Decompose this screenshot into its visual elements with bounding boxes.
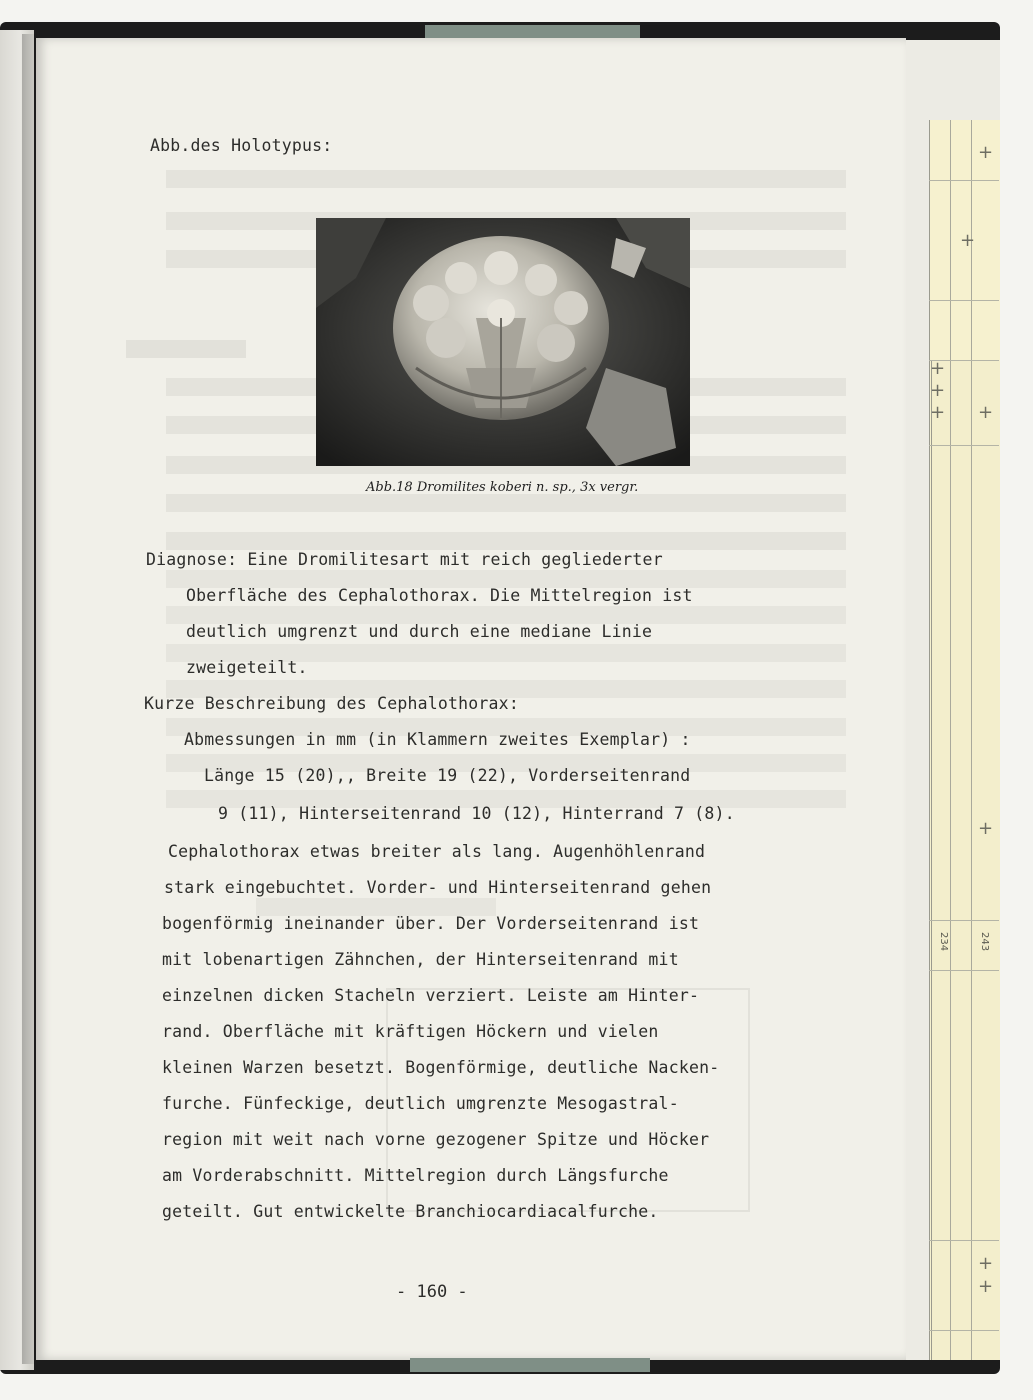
- body-line: bogenförmig ineinander über. Der Vorderseitenrand ist: [162, 914, 700, 933]
- body-line: Länge 15 (20),, Breite 19 (22), Vorderseitenrand: [204, 766, 691, 785]
- body-line: Cephalothorax etwas breiter als lang. Augenhöhlenrand: [168, 842, 706, 861]
- body-line: stark eingebuchtet. Vorder- und Hinterseitenrand gehen: [164, 878, 712, 897]
- card-rule: [929, 970, 999, 971]
- card-rule: [950, 120, 951, 1360]
- body-line: Diagnose: Eine Dromilitesart mit reich gegliederter: [146, 550, 663, 569]
- card-plus-mark: +: [978, 402, 994, 423]
- binding-tape-bottom: [410, 1358, 650, 1372]
- card-plus-mark: +: [978, 818, 994, 839]
- card-rule: [929, 1330, 999, 1331]
- card-rule: [929, 300, 999, 301]
- page-number: - 160 -: [396, 1282, 468, 1302]
- card-label: 234: [938, 932, 949, 952]
- card-rule: [929, 180, 999, 181]
- fossil-crab-image: [316, 218, 690, 466]
- card-plus-mark: +: [960, 230, 976, 251]
- gutter-shadow: [22, 34, 36, 1364]
- fossil-photograph: [316, 218, 690, 466]
- card-label: 243: [979, 932, 990, 952]
- index-card: [931, 360, 1000, 1360]
- card-rule: [929, 445, 999, 446]
- card-plus-mark: +: [930, 402, 946, 423]
- body-line: einzelnen dicken Stacheln verziert. Leiste am Hinter-: [162, 986, 700, 1005]
- body-line: furche. Fünfeckige, deutlich umgrenzte Mesogastral-: [162, 1094, 679, 1113]
- binding-tape-top: [425, 25, 640, 39]
- card-plus-mark: +: [930, 380, 946, 401]
- body-line: 9 (11), Hinterseitenrand 10 (12), Hinterrand 7 (8).: [218, 804, 735, 823]
- index-card-stack: [905, 40, 1000, 1360]
- card-rule: [971, 120, 972, 1360]
- figure-caption: Abb.18 Dromilites koberi n. sp., 3x vergr.: [366, 480, 639, 495]
- body-line: mit lobenartigen Zähnchen, der Hinterseitenrand mit: [162, 950, 679, 969]
- card-plus-mark: +: [978, 142, 994, 163]
- document-page: [36, 38, 906, 1360]
- body-line: Abmessungen in mm (in Klammern zweites Exemplar) :: [184, 730, 691, 749]
- body-line: rand. Oberfläche mit kräftigen Höckern und vielen: [162, 1022, 659, 1041]
- body-line: Oberfläche des Cephalothorax. Die Mittelregion ist: [186, 586, 693, 605]
- body-line: deutlich umgrenzt und durch eine mediane Linie: [186, 622, 653, 641]
- card-rule: [929, 920, 999, 921]
- card-rule: [929, 1240, 999, 1241]
- body-line: kleinen Warzen besetzt. Bogenförmige, deutliche Nacken-: [162, 1058, 720, 1077]
- body-line: region mit weit nach vorne gezogener Spitze und Höcker: [162, 1130, 710, 1149]
- card-plus-mark: +: [978, 1253, 994, 1274]
- figure-heading: Abb.des Holotypus:: [150, 136, 333, 155]
- section-heading: Kurze Beschreibung des Cephalothorax:: [144, 694, 519, 713]
- body-line: am Vorderabschnitt. Mittelregion durch Längsfurche: [162, 1166, 669, 1185]
- body-line: zweigeteilt.: [186, 658, 308, 677]
- card-plus-mark: +: [930, 358, 946, 379]
- body-line: geteilt. Gut entwickelte Branchiocardiacalfurche.: [162, 1202, 659, 1221]
- card-plus-mark: +: [978, 1276, 994, 1297]
